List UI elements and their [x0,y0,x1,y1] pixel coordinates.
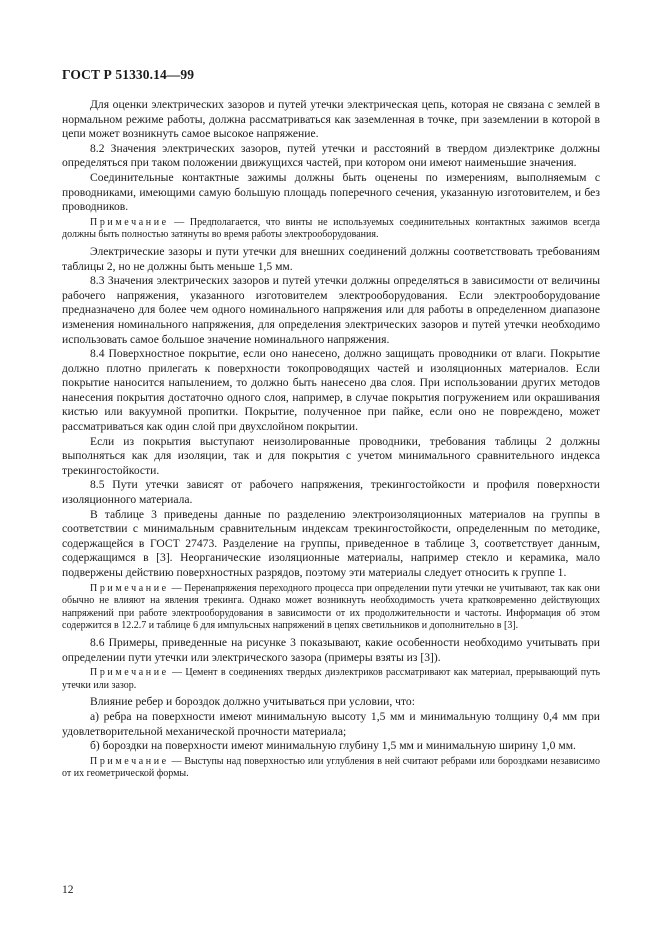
note-text: — Цемент в соединениях твердых диэлектриков рассматривают как материал, прерывающий путь утечки или зазор. [62,667,600,691]
note [62,217,600,242]
paragraph-8-4: 8.4 Поверхностное покрытие, если оно нанесено, должно защищать проводники от влаги. Покрытие должно плотно прилегать к поверхности токопроводящих частей и изоляционных материалов. Если покрытие наносится напылением, то должно быть нанесено два слоя. При использовании других методов нанесения покрытия достаточно одного слоя, например, в случае покрытия погружением или окрашивания кистью или вакуумной пропитки. Покрытие, полученное при пайке, если оно не повреждено, может рассматриваться как один слой при двухслойном покрытии. [62,347,600,434]
note-label: Примечание [90,667,169,679]
body-text [62,98,600,781]
note [62,756,600,781]
note-text: — Выступы над поверхностью или углубления в ней считают ребрами или бороздками независимо от их геометрической формы. [62,755,600,780]
paragraph-8-6: 8.6 Примеры, приведенные на рисунке 3 показывают, какие особенности необходимо учитывать при определении пути утечки или электрического зазора (примеры взяты из [3]). [62,635,600,664]
note-text: — Предполагается, что винты не используемых соединительных контактных зажимов всегда должны быть полностью затянуты во время работы электрооборудования. [62,216,600,241]
paragraph: Если из покрытия выступают неизолированные проводники, требования таблицы 2 должны выполняться как для изоляции, так и для покрытия с учетом минимального сравнительного индекса трекингостойкости. [62,434,600,477]
note [62,583,600,633]
note-label: Примечание [90,755,169,767]
paragraph: Влияние ребер и бороздок должно учитываться при условии, что: [90,695,415,709]
note-label: Примечание [90,216,169,228]
list-item-b: б) бороздки на поверхности имеют минимальную глубину 1,5 мм и минимальную ширину 1,0 мм. [90,739,576,753]
paragraph-8-2: 8.2 Значения электрических зазоров, путей утечки и расстояний в твердом диэлектрике должны определяться при таком положении движущихся частей, при котором они имеют наименьшие значения. [62,141,600,170]
standard-designation: ГОСТ Р 51330.14—99 [62,67,195,82]
paragraph: В таблице 3 приведены данные по разделению электроизоляционных материалов на группы в соответствии с минимальным сравнительным индексам трекингостойкости, определенным по методике, содержащейся в ГОСТ 27473. Разделение на группы, приведенное в таблице 3, соответствует данным, содержащимся в [3]. Неорганические изоляционные материалы, например стекло и керамика, мало подвержены действию поверхностных разрядов, поэтому эти материалы следует относить к группе 1. [62,507,600,579]
paragraph-8-5: 8.5 Пути утечки зависят от рабочего напряжения, трекингостойкости и профиля поверхности изоляционного материала. [62,478,600,507]
note [62,667,600,692]
paragraph: Соединительные контактные зажимы должны быть оценены по измерениям, выполняемым с проводниками, имеющими самую большую площадь поперечного сечения, указанную изготовителем, и без проводников. [62,170,600,214]
paragraph-8-3: 8.3 Значения электрических зазоров и путей утечки должны определяться в зависимости от величины рабочего напряжения, указанного изготовителем электрооборудования. Если электрооборудование предназначено для более чем одного номинального напряжения или для работы в определенном диапазоне изменения номинального напряжения, для определения электрических зазоров и путей утечки необходимо использовать самое большое значение номинального напряжения. [62,274,600,346]
page-number: 12 [62,884,74,896]
paragraph: Электрические зазоры и пути утечки для внешних соединений должны соответствовать требованиям таблицы 2, но не должны быть меньше 1,5 мм. [62,244,600,273]
paragraph: Для оценки электрических зазоров и путей утечки электрическая цепь, которая не связана с землей в нормальном режиме работы, должна рассматриваться как заземленная в точке, при заземлении в которой в цепи может возникнуть самое высокое напряжение. [62,98,600,141]
note-text: — Перенапряжения переходного процесса при определении пути утечки не учитывают, так как они обычно не влияют на явления трекинга. Однако может возникнуть необходимость учета кратковременно действующих напряжений при работе электрооборудования в зависимости от их продолжительности и частоты. Информация об этом содержится в 12.2.7 и таблице 6 для импульсных напряжений в цепях светильников и дополнительно в [3]. [62,582,600,632]
note-label: Примечание [90,582,169,594]
list-item-a: а) ребра на поверхности имеют минимальную высоту 1,5 мм и минимальную толщину 0,4 мм при удовлетворительной механической прочности материала; [62,709,600,738]
